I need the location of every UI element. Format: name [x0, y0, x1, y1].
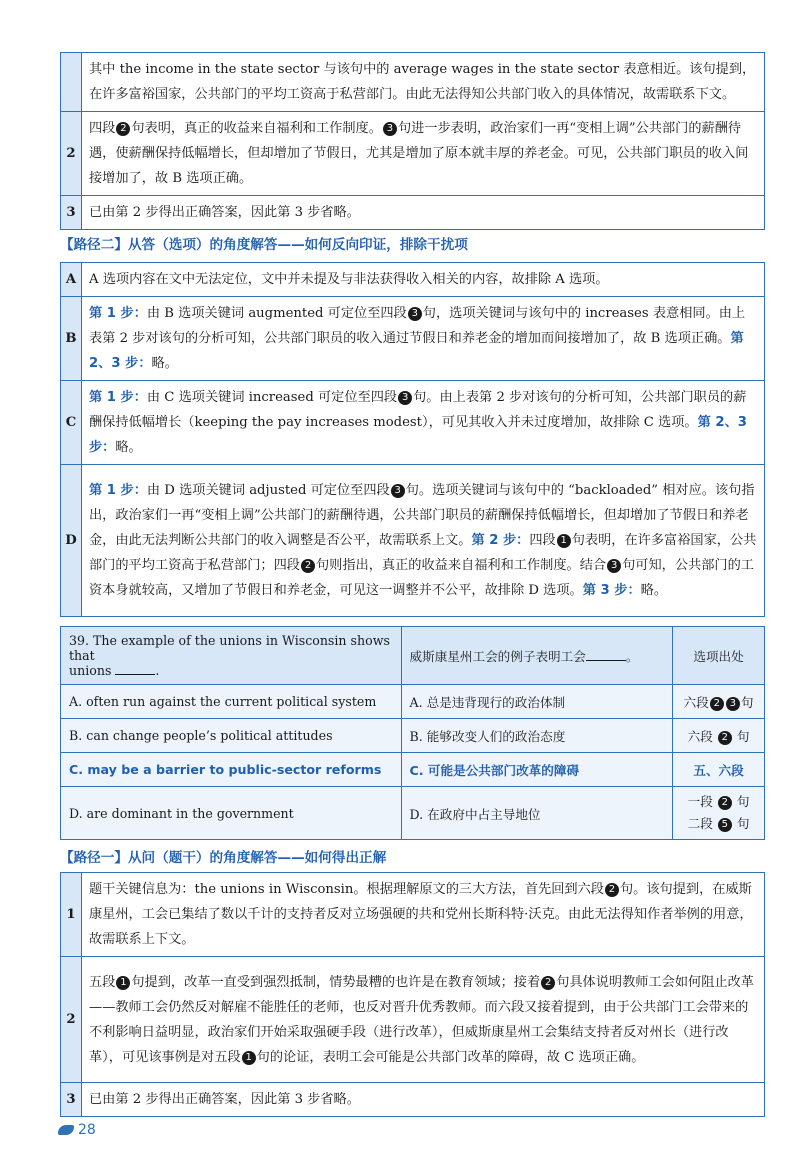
source-header: 选项出处 — [673, 627, 765, 685]
table-row — [61, 297, 765, 381]
circled-number-3: 3 — [383, 122, 397, 136]
circled-number-3: 3 — [398, 391, 412, 405]
row-text: 第 1 步：由 B 选项关键词 augmented 可定位至四段 3 句，选项关键词与该句中的 increases 表意相同。由上表第 2 步对该句的分析可知，公共部门职员的收入通过节假日和养老金的增加而间接增加了，故 B 选项正确。第 2、3 步：略。 — [82, 297, 765, 381]
row-key — [61, 53, 82, 112]
circled-number-3: 3 — [391, 484, 405, 498]
circled-number-1: 1 — [557, 534, 571, 548]
option-cn: A. 总是违背现行的政治体制 — [401, 685, 673, 719]
table-row — [61, 1083, 765, 1117]
circled-number-2: 2 — [718, 796, 732, 810]
question-39-table — [60, 626, 765, 840]
row-text: 已由第 2 步得出正确答案，因此第 3 步省略。 — [82, 1083, 765, 1117]
path2-heading: 【路径二】从答（选项）的角度解答——如何反向印证，排除干扰项 — [60, 237, 468, 253]
path1-heading: 【路径一】从问（题干）的角度解答——如何得出正解 — [60, 850, 387, 866]
row-text: 其中 the income in the state sector 与该句中的 average wages in the state sector 表意相近。该句提到，在许多富裕国家，公共部门的平均工资高于私营部门。由此无法得知公共部门收入的具体情况，故需联系下文。 — [82, 53, 765, 112]
option-row-correct — [61, 753, 765, 787]
answer-blank — [115, 674, 155, 675]
row-key: A — [61, 263, 82, 297]
row-key: 2 — [61, 112, 82, 196]
circled-number-3: 3 — [408, 307, 422, 321]
row-text: A 选项内容在文中无法定位，文中并未提及与非法获得收入相关的内容，故排除 A 选项。 — [82, 263, 765, 297]
table-row — [61, 381, 765, 465]
row-text: 题干关键信息为：the unions in Wisconsin。根据理解原文的三大方法，首先回到六段 2 句。该句提到，在威斯康星州，工会已集结了数以千计的支持者反对立场强硬的共和党州长斯科特·沃克。由此无法得知作者举例的用意，故需联系上下文。 — [82, 873, 765, 957]
circled-number-2: 2 — [710, 697, 724, 711]
answer-blank — [586, 660, 626, 661]
row-key: C — [61, 381, 82, 465]
question-en: 39. The example of the unions in Wisconsin shows that unions . — [61, 627, 402, 685]
circled-number-3: 3 — [726, 697, 740, 711]
table-row — [61, 263, 765, 297]
option-row — [61, 685, 765, 719]
path1-table — [60, 872, 765, 1117]
table-row — [61, 873, 765, 957]
circled-number-3: 3 — [607, 559, 621, 573]
circled-number-2: 2 — [605, 883, 619, 897]
option-en: B. can change people’s political attitudes — [61, 719, 402, 753]
option-cn: C. 可能是公共部门改革的障碍 — [401, 753, 673, 787]
analysis-table-top — [60, 52, 765, 230]
table-row — [61, 465, 765, 617]
row-key: 3 — [61, 196, 82, 230]
option-en: C. may be a barrier to public-sector reforms — [61, 753, 402, 787]
circled-number-1: 1 — [242, 1051, 256, 1065]
option-cn: B. 能够改变人们的政治态度 — [401, 719, 673, 753]
book-icon — [58, 1125, 74, 1135]
row-text: 五段 1 句提到，改革一直受到强烈抵制，情势最糟的也许是在教育领域；接着 2 句具体说明教师工会如何阻止改革——教师工会仍然反对解雇不能胜任的老师，也反对晋升优秀教师。而六段又接着提到，由于公共部门工会带来的不利影响日益明显，政治家们开始采取强硬手段（进行改革），但威斯康星州工会集结支持者反对州长（进行改革），可见该事例是对五段 1 句的论证，表明工会可能是公共部门改革的障碍，故 C 选项正确。 — [82, 957, 765, 1083]
row-text: 四段 2 句表明，真正的收益来自福利和工作制度。 3 句进一步表明，政治家们一再“变相上调”公共部门的薪酬待遇，使薪酬保持低幅增长，但却增加了节假日，尤其是增加了原本就丰厚的养老金。可见，公共部门职员的收入间接增加了，故 B 选项正确。 — [82, 112, 765, 196]
option-cn: D. 在政府中占主导地位 — [401, 787, 673, 840]
row-text: 第 1 步：由 D 选项关键词 adjusted 可定位至四段 3 句。选项关键词与该句中的 “backloaded” 相对应。该句指出，政治家们一再“变相上调”公共部门的薪酬待遇，公共部门职员的薪酬保持低幅增长，但却增加了节假日和养老金，由此无法判断公共部门的收入调整是否公平，故需联系上文。第 2 步：四段 1 句表明，在许多富裕国家，公共部门的平均工资高于私营部门；四段 2 句则指出，真正的收益来自福利和工作制度。结合 3 句可知，公共部门的工资本身就较高，又增加了节假日和养老金，可见这一调整并不公平，故排除 D 选项。第 3 步：略。 — [82, 465, 765, 617]
row-key: D — [61, 465, 82, 617]
table-row — [61, 196, 765, 230]
row-text: 已由第 2 步得出正确答案，因此第 3 步省略。 — [82, 196, 765, 230]
row-key: 3 — [61, 1083, 82, 1117]
option-en: D. are dominant in the government — [61, 787, 402, 840]
table-row — [61, 53, 765, 112]
option-en: A. often run against the current political system — [61, 685, 402, 719]
page-number: 28 — [58, 1122, 96, 1138]
circled-number-2: 2 — [718, 731, 732, 745]
circled-number-2: 2 — [301, 559, 315, 573]
table-row — [61, 112, 765, 196]
row-key: 2 — [61, 957, 82, 1083]
option-source: 六段 2 3 句 — [673, 685, 765, 719]
option-source: 一段 2 句 二段 5 句 — [673, 787, 765, 840]
option-row — [61, 787, 765, 840]
option-source: 五、六段 — [673, 753, 765, 787]
option-source: 六段 2 句 — [673, 719, 765, 753]
circled-number-2: 2 — [541, 976, 555, 990]
row-key: B — [61, 297, 82, 381]
option-row — [61, 719, 765, 753]
row-key: 1 — [61, 873, 82, 957]
circled-number-2: 2 — [116, 122, 130, 136]
table-row — [61, 957, 765, 1083]
circled-number-1: 1 — [116, 976, 130, 990]
circled-number-5: 5 — [718, 818, 732, 832]
question-cn: 威斯康星州工会的例子表明工会 。 — [401, 627, 673, 685]
row-text: 第 1 步：由 C 选项关键词 increased 可定位至四段 3 句。由上表第 2 步对该句的分析可知，公共部门职员的薪酬保持低幅增长（keeping the pay increases modest），可见其收入并未过度增加，故排除 C 选项。第 2、3 步：略。 — [82, 381, 765, 465]
path2-table — [60, 262, 765, 617]
question-header-row — [61, 627, 765, 685]
